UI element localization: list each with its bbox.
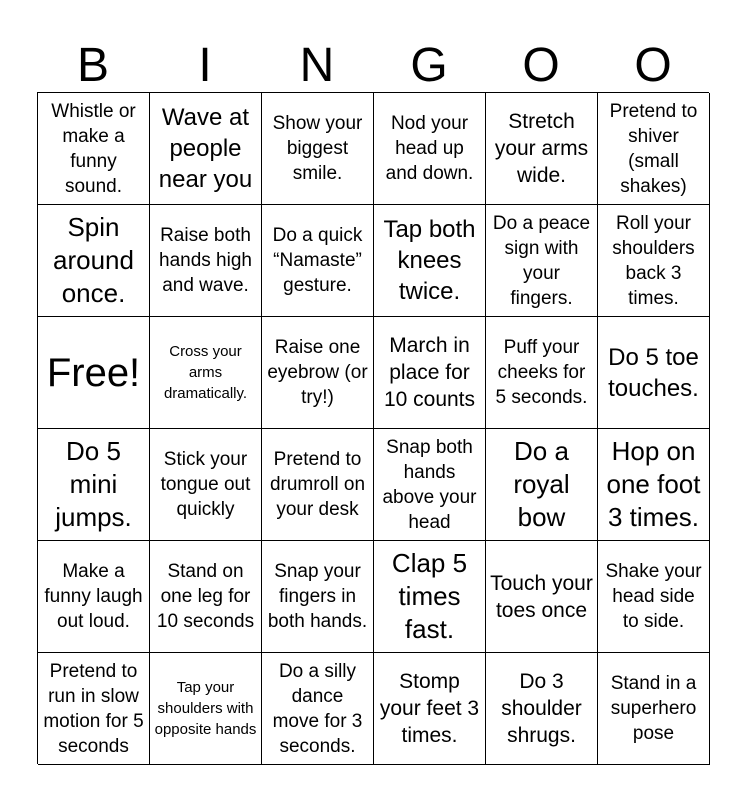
header-letter-i: I — [198, 39, 212, 92]
bingo-cell[interactable]: Stick your tongue out quickly — [150, 429, 262, 541]
bingo-cell[interactable]: Spin around once. — [38, 205, 150, 317]
bingo-board — [37, 92, 709, 764]
bingo-cell[interactable]: Tap your shoulders with opposite hands — [150, 653, 262, 765]
bingo-cell[interactable]: Stand in a superhero pose — [598, 653, 710, 765]
bingo-cell[interactable]: Stand on one leg for 10 seconds — [150, 541, 262, 653]
header-letter-b: B — [76, 39, 109, 92]
bingo-cell[interactable]: Stomp your feet 3 times. — [374, 653, 486, 765]
bingo-cell[interactable]: Touch your toes once — [486, 541, 598, 653]
bingo-cell[interactable]: Pretend to drumroll on your desk — [262, 429, 374, 541]
bingo-cell[interactable]: Tap both knees twice. — [374, 205, 486, 317]
bingo-cell[interactable]: Stretch your arms wide. — [486, 93, 598, 205]
bingo-cell[interactable]: Do 5 toe touches. — [598, 317, 710, 429]
bingo-cell[interactable]: Whistle or make a funny sound. — [38, 93, 150, 205]
bingo-cell[interactable]: Roll your shoulders back 3 times. — [598, 205, 710, 317]
bingo-cell[interactable]: Snap your fingers in both hands. — [262, 541, 374, 653]
bingo-cell[interactable]: Pretend to shiver (small shakes) — [598, 93, 710, 205]
bingo-cell[interactable]: Do a peace sign with your fingers. — [486, 205, 598, 317]
header-letter-g: G — [410, 39, 448, 92]
bingo-cell[interactable]: Do 5 mini jumps. — [38, 429, 150, 541]
bingo-cell[interactable]: March in place for 10 counts — [374, 317, 486, 429]
bingo-cell[interactable]: Cross your arms dramatically. — [150, 317, 262, 429]
header-letter-o: O — [522, 39, 560, 92]
bingo-cell[interactable]: Puff your cheeks for 5 seconds. — [486, 317, 598, 429]
bingo-cell[interactable]: Clap 5 times fast. — [374, 541, 486, 653]
bingo-cell[interactable]: Show your biggest smile. — [262, 93, 374, 205]
bingo-cell[interactable]: Nod your head up and down. — [374, 93, 486, 205]
bingo-header — [37, 38, 709, 94]
bingo-cell[interactable]: Do a silly dance move for 3 seconds. — [262, 653, 374, 765]
bingo-cell[interactable]: Do a quick “Namaste” gesture. — [262, 205, 374, 317]
bingo-cell[interactable]: Pretend to run in slow motion for 5 seconds — [38, 653, 150, 765]
header-letter-n: N — [299, 39, 335, 92]
bingo-cell[interactable]: Do a royal bow — [486, 429, 598, 541]
bingo-cell[interactable]: Hop on one foot 3 times. — [598, 429, 710, 541]
header-letter-o-2: O — [634, 39, 672, 92]
free-space-cell[interactable]: Free! — [38, 317, 150, 429]
bingo-cell[interactable]: Shake your head side to side. — [598, 541, 710, 653]
bingo-cell[interactable]: Wave at people near you — [150, 93, 262, 205]
bingo-cell[interactable]: Make a funny laugh out loud. — [38, 541, 150, 653]
bingo-cell[interactable]: Raise one eyebrow (or try!) — [262, 317, 374, 429]
bingo-cell[interactable]: Do 3 shoulder shrugs. — [486, 653, 598, 765]
bingo-cell[interactable]: Raise both hands high and wave. — [150, 205, 262, 317]
bingo-cell[interactable]: Snap both hands above your head — [374, 429, 486, 541]
